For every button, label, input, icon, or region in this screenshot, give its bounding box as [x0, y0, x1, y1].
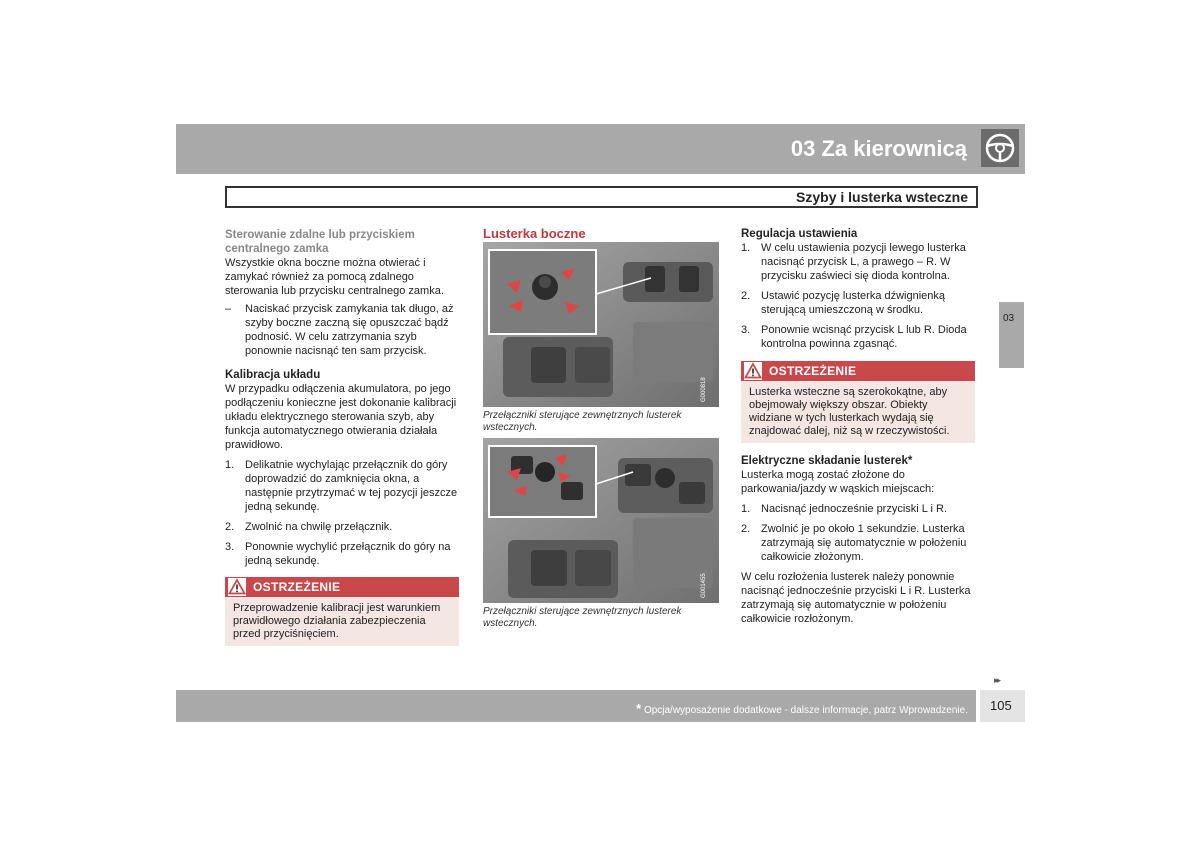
step-text: Zwolnić je po około 1 sekundzie. Lusterka zatrzymają się automatycznie w położeniu całkowicie złożonym. [761, 523, 967, 563]
list-item [225, 520, 461, 534]
footer-note [636, 701, 968, 716]
paragraph-unfolding: W celu rozłożenia lusterek należy ponownie nacisnąć jednocześnie przyciski L i R. Lusterka zatrzymają się automatycznie w położeniu całkowicie rozłożonym. [741, 571, 971, 625]
mirror-controls-photo-1 [483, 242, 719, 407]
step-number: 1. [225, 459, 235, 471]
step-number: 2. [225, 521, 235, 533]
chapter-title: 03 Za kierownicą [790, 136, 967, 161]
bullet-marker: – [225, 303, 232, 315]
steering-wheel-icon [981, 129, 1019, 167]
step-number: 3. [741, 324, 751, 336]
mirror-controls-photo-2 [483, 438, 719, 603]
bullet-text: Naciskać przycisk zamykania tak długo, aż szyby boczne zaczną się opuszczać bądź podnosić. W celu zatrzymania szyb ponownie nacisnąć ten sam przycisk. [245, 303, 454, 357]
step-text: Ustawić pozycję lusterka dźwignienką sterującą umieszczoną w środku. [761, 290, 946, 316]
warning-triangle-icon [744, 362, 762, 380]
heading-adjustment: Regulacja ustawienia [741, 228, 858, 240]
list-item [741, 522, 977, 564]
warning-body: Przeprowadzenie kalibracji jest warunkiem prawidłowego działania zabezpieczenia przed przyciśnięciem. [225, 597, 459, 646]
image-code-1: G000818 [701, 377, 707, 402]
step-number: 1. [741, 503, 751, 515]
paragraph-calibration: W przypadku odłączenia akumulatora, po jego podłączeniu konieczne jest dokonanie kalibracji układu elektrycznego sterowania szyb, aby funkcja automatycznego otwierania działała prawidłowo. [225, 383, 457, 451]
footer-star: * [636, 701, 642, 716]
list-item [741, 241, 977, 283]
list-item [225, 302, 461, 358]
paragraph-remote-control: Wszystkie okna boczne można otwierać i zamykać również za pomocą zdalnego sterowania lub przycisku centralnego zamka. [225, 257, 444, 297]
double-arrow-right-icon: ▸▸ [994, 675, 1000, 685]
step-number: 1. [741, 242, 751, 254]
chapter-side-tab [999, 302, 1024, 368]
list-item [741, 289, 977, 317]
heading-folding: Elektryczne składanie lusterek* [741, 455, 913, 467]
footer-note-text: Opcja/wyposażenie dodatkowe - dalsze informacje, patrz Wprowadzenie. [643, 705, 968, 716]
column-3-lower [741, 454, 977, 626]
image-caption-2: Przełączniki sterujące zewnętrznych lusterek wstecznych. [483, 606, 682, 629]
heading-remote-control: Sterowanie zdalne lub przyciskiem centralnego zamka [225, 229, 415, 255]
image-caption-1: Przełączniki sterujące zewnętrznych lusterek wstecznych. [483, 410, 682, 433]
step-number: 3. [225, 541, 235, 553]
warning-body: Lusterka wsteczne są szerokokątne, aby obejmowały większy obszar. Obiekty widziane w tych lusterkach wydają się znajdować dalej, niż są w rzeczywistości. [741, 381, 975, 443]
page-number-box [980, 690, 1025, 722]
bullet-list [225, 302, 461, 358]
list-item [225, 540, 461, 568]
heading-calibration: Kalibracja układu [225, 369, 321, 381]
section-header [225, 186, 978, 208]
page-number: 105 [990, 698, 1012, 713]
column-1 [225, 228, 461, 568]
list-item [741, 323, 977, 351]
step-number: 2. [741, 523, 751, 535]
step-text: W celu ustawienia pozycji lewego lusterka nacisnąć przycisk L, a prawego – R. W przycisku zaświeci się dioda kontrolna. [761, 242, 966, 282]
warning-title: OSTRZEŻENIE [253, 580, 341, 594]
adjustment-steps [741, 241, 977, 351]
warning-header [741, 361, 975, 381]
warning-triangle-icon [228, 578, 246, 596]
warning-box-mirrors [741, 361, 975, 443]
step-text: Delikatnie wychylając przełącznik do góry doprowadzić do zamknięcia okna, a następnie przytrzymać w tej pozycji jeszcze jedną sekundę. [245, 459, 458, 513]
warning-box-calibration [225, 577, 459, 646]
column-3 [741, 227, 977, 351]
heading-side-mirrors: Lusterka boczne [483, 226, 586, 241]
section-title: Szyby i lusterka wsteczne [796, 189, 968, 205]
calibration-steps [225, 458, 461, 568]
warning-title: OSTRZEŻENIE [769, 364, 857, 378]
step-text: Nacisnąć jednocześnie przyciski L i R. [761, 503, 948, 515]
step-text: Ponownie wychylić przełącznik do góry na jedną sekundę. [245, 541, 451, 567]
step-text: Ponownie wcisnąć przycisk L lub R. Dioda kontrolna powinna zgasnąć. [761, 324, 967, 350]
warning-header [225, 577, 459, 597]
chapter-header [176, 124, 1025, 174]
list-item [741, 502, 977, 516]
list-item [225, 458, 461, 514]
step-text: Zwolnić na chwilę przełącznik. [245, 521, 393, 533]
step-number: 2. [741, 290, 751, 302]
side-tab-label: 03 [1003, 313, 1015, 324]
folding-steps [741, 502, 977, 564]
image-code-2: G001455 [701, 573, 707, 598]
footer-bar [176, 690, 976, 722]
paragraph-folding: Lusterka mogą zostać złożone do parkowania/jazdy w wąskich miejscach: [741, 469, 935, 495]
